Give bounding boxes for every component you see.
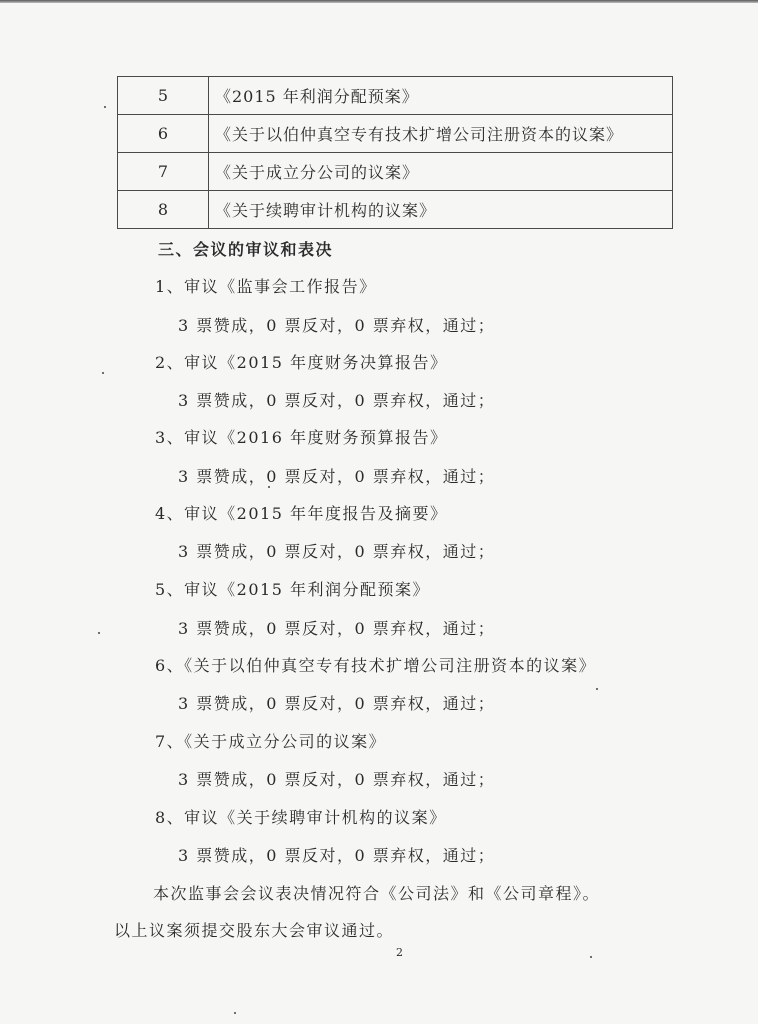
agenda-item-title: 5、审议《2015 年利润分配预案》 bbox=[155, 580, 430, 599]
vote-result: 3 票赞成，0 票反对，0 票弃权，通过； bbox=[178, 770, 496, 789]
row-title: 《关于成立分公司的议案》 bbox=[209, 153, 673, 191]
section-heading: 三、会议的审议和表决 bbox=[158, 240, 334, 259]
row-number: 5 bbox=[118, 77, 209, 115]
scan-speck bbox=[98, 632, 100, 634]
scan-edge bbox=[0, 0, 758, 3]
vote-result: 3 票赞成，0 票反对，0 票弃权，通过； bbox=[178, 846, 496, 865]
agenda-item-title: 1、审议《监事会工作报告》 bbox=[155, 277, 377, 296]
row-number: 7 bbox=[118, 153, 209, 191]
row-title: 《2015 年利润分配预案》 bbox=[209, 77, 673, 115]
table-row bbox=[118, 77, 673, 115]
scan-speck bbox=[102, 372, 104, 374]
row-number: 8 bbox=[118, 191, 209, 229]
table-row bbox=[118, 115, 673, 153]
scan-speck bbox=[268, 486, 270, 488]
scan-speck bbox=[234, 1012, 236, 1014]
agenda-table bbox=[117, 76, 673, 229]
agenda-item-title: 7、《关于成立分公司的议案》 bbox=[155, 732, 387, 751]
scan-speck bbox=[104, 106, 106, 108]
table-row bbox=[118, 191, 673, 229]
agenda-item-title: 6、《关于以伯仲真空专有技术扩增公司注册资本的议案》 bbox=[155, 656, 597, 675]
row-title: 《关于续聘审计机构的议案》 bbox=[209, 191, 673, 229]
agenda-item-title: 3、审议《2016 年度财务预算报告》 bbox=[155, 428, 448, 447]
row-title: 《关于以伯仲真空专有技术扩增公司注册资本的议案》 bbox=[209, 115, 673, 153]
vote-result: 3 票赞成，0 票反对，0 票弃权，通过； bbox=[178, 316, 496, 335]
vote-result: 3 票赞成，0 票反对，0 票弃权，通过； bbox=[178, 694, 496, 713]
row-number: 6 bbox=[118, 115, 209, 153]
closing-note: 以上议案须提交股东大会审议通过。 bbox=[114, 921, 395, 940]
vote-result: 3 票赞成，0 票反对，0 票弃权，通过； bbox=[178, 542, 496, 561]
scan-speck bbox=[590, 956, 592, 958]
agenda-item-title: 8、审议《关于续聘审计机构的议案》 bbox=[155, 808, 447, 827]
scan-speck bbox=[596, 688, 598, 690]
page-number: 2 bbox=[396, 946, 403, 959]
agenda-item-title: 2、审议《2015 年度财务决算报告》 bbox=[155, 353, 448, 372]
agenda-item-title: 4、审议《2015 年年度报告及摘要》 bbox=[155, 504, 448, 523]
vote-result: 3 票赞成，0 票反对，0 票弃权，通过； bbox=[178, 391, 496, 410]
closing-statement: 本次监事会会议表决情况符合《公司法》和《公司章程》。 bbox=[153, 884, 601, 903]
vote-result: 3 票赞成，0 票反对，0 票弃权，通过； bbox=[178, 619, 496, 638]
table-row bbox=[118, 153, 673, 191]
vote-result: 3 票赞成，0 票反对，0 票弃权，通过； bbox=[178, 467, 496, 486]
